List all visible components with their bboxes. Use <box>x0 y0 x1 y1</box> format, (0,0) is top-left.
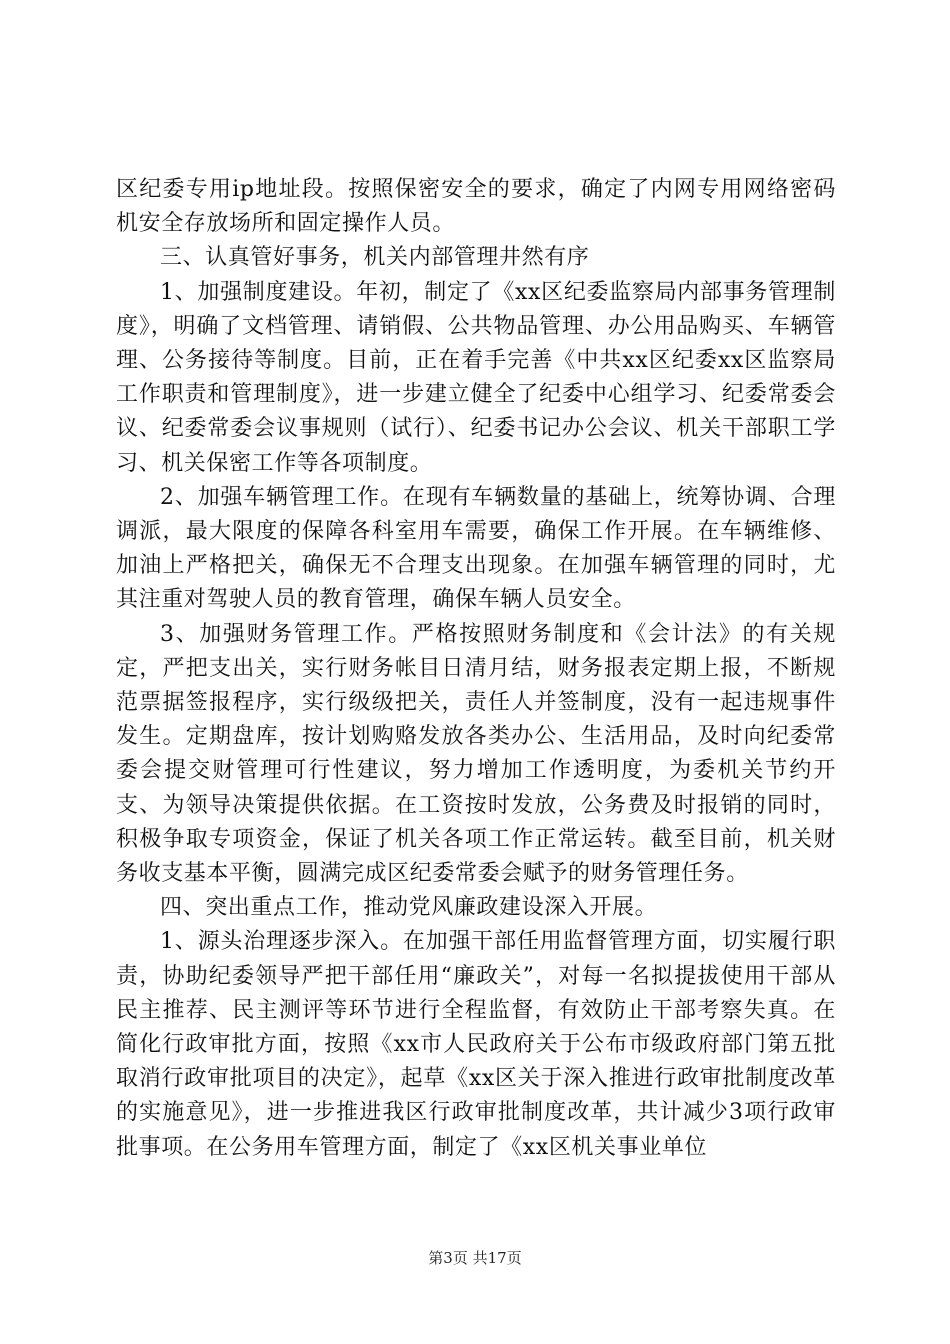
paragraph-financial-management: 3、加强财务管理工作。严格按照财务制度和《会计法》的有关规定，严把支出关，实行财务帐目日清月结，财务报表定期上报，不断规范票据签报程序，实行级级把关，责任人并签制度，没有一起违规事件发生。定期盘库，按计划购赂发放各类办公、生活用品，及时向纪委常委会提交财管理可行性建议，努力增加工作透明度，为委机关节约开支、为领导决策提供依据。在工资按时发放，公务费及时报销的同时，积极争取专项资金，保证了机关各项工作正常运转。截至目前，机关财务收支基本平衡，圆满完成区纪委常委会赋予的财务管理任务。 <box>116 621 836 887</box>
section-heading-three: 三、认真管好事务，机关内部管理井然有序 <box>160 245 590 271</box>
paragraph-source-governance: 1、源头治理逐步深入。在加强干部任用监督管理方面，切实履行职责，协助纪委领导严把干部任用“廉政关”，对每一名拟提拔使用干部从民主推荐、民主测评等环节进行全程监督，有效防止干部考察失真。在简化行政审批方面，按照《xx市人民政府关于公布市级政府部门第五批取消行政审批项目的决定》，起草《xx区关于深入推进行政审批制度改革的实施意见》，进一步推进我区行政审批制度改革，共计减少3项行政审批事项。在公务用车管理方面，制定了《xx区机关事业单位 <box>116 929 836 1160</box>
paragraph-vehicle-management: 2、加强车辆管理工作。在现有车辆数量的基础上，统筹协调、合理调派，最大限度的保障各科室用车需要，确保工作开展。在车辆维修、加油上严格把关，确保无不合理支出现象。在加强车辆管理的同时，尤其注重对驾驶人员的教育管理，确保车辆人员安全。 <box>116 484 836 613</box>
page-number-footer: 第3页 共17页 <box>428 1249 522 1267</box>
document-body <box>116 173 836 1165</box>
section-heading-four: 四、突出重点工作，推动党风廉政建设深入开展。 <box>160 895 658 921</box>
paragraph-system-building: 1、加强制度建设。年初，制定了《xx区纪委监察局内部事务管理制度》，明确了文档管理、请销假、公共物品管理、办公用品购买、车辆管理、公务接待等制度。目前，正在着手完善《中共xx区纪委xx区监察局工作职责和管理制度》，进一步建立健全了纪委中心组学习、纪委常委会议、纪委常委会议事规则（试行）、纪委书记办公会议、机关干部职工学习、机关保密工作等各项制度。 <box>116 279 836 476</box>
paragraph-continuation: 区纪委专用ip地址段。按照保密安全的要求，确定了内网专用网络密码机安全存放场所和固定操作人员。 <box>116 177 836 237</box>
